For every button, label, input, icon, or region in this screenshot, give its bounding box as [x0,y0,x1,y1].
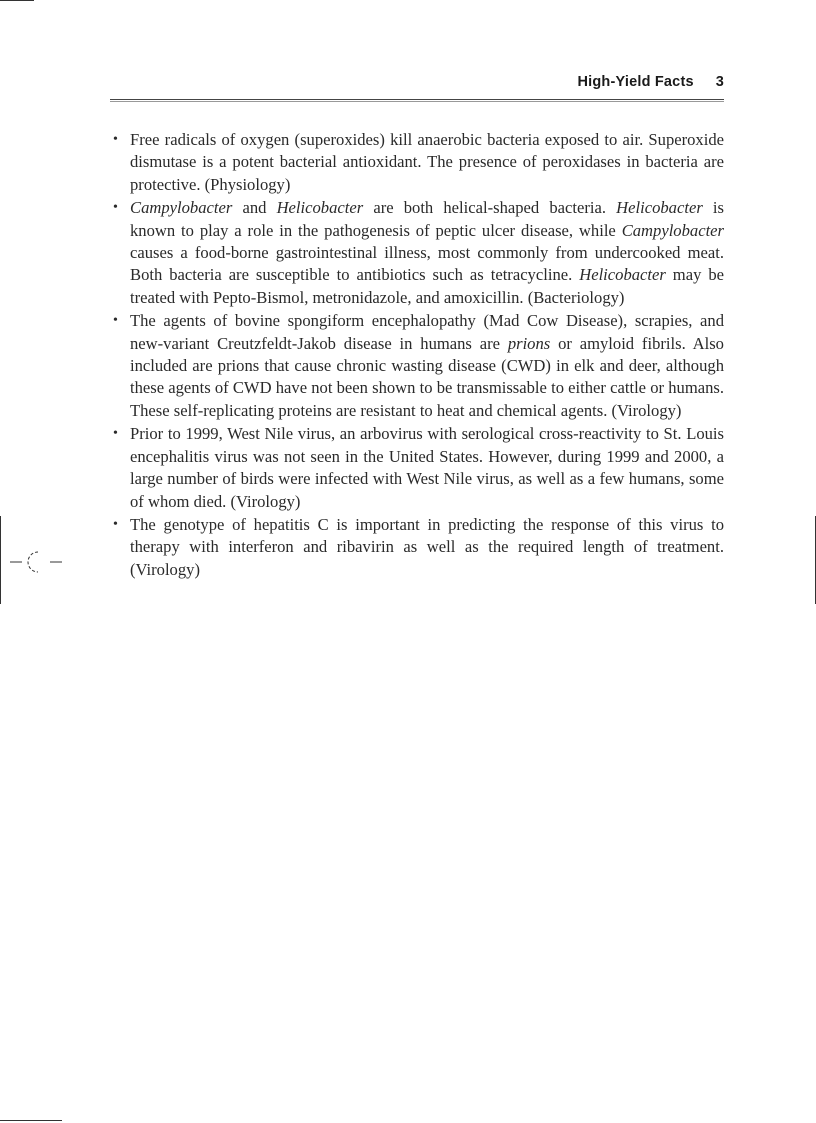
bullet-icon: • [113,200,118,216]
page-number: 3 [715,74,724,90]
text-run: are both helical-shaped bacteria. [363,198,617,218]
section-title: High-Yield Facts [577,74,694,90]
list-item [110,129,724,196]
facts-list [110,129,724,582]
fact-text [130,515,724,579]
running-header [110,74,724,98]
italic-term: Campylobacter [621,220,724,240]
italic-term: Helicobacter [616,198,703,218]
bullet-icon: • [113,516,118,532]
text-run: Prior to 1999, West Nile virus, an arbovirus with serological cross-reactivity to St. Louis encephalitis virus was not seen in the United States. However, during 1999 and 2000, a large number of birds were infected with West Nile virus, as well as a few humans, some of whom died. (Virology) [130,424,724,511]
text-run: is known to play a role in the pathogenesis of peptic ulcer disease, while [130,198,724,240]
fact-text [130,311,724,420]
italic-term: Helicobacter [579,265,666,285]
header-rule [110,99,724,102]
registration-mark-icon [10,548,66,576]
text-run: The agents of bovine spongiform encephalopathy (Mad Cow Disease), scrapies, and new-variant Creutzfeldt-Jakob disease in humans are [130,311,724,353]
bullet-icon: • [113,313,118,329]
list-item [110,423,724,513]
fact-text [130,424,724,510]
bullet-icon: • [113,426,118,442]
text-run: causes a food-borne gastrointestinal illness, most commonly from undercooked meat. Both bacteria are susceptible to antibiotics such as tetracycline. [130,243,724,285]
list-item [110,310,724,422]
fact-text [130,130,724,194]
text-run: Free radicals of oxygen (superoxides) kill anaerobic bacteria exposed to air. Superoxide dismutase is a potent bacterial antioxidant. The presence of peroxidases in bacteria are protective. (Physiology) [130,130,724,194]
fact-text [130,198,724,307]
italic-term: Campylobacter [130,198,233,218]
italic-term: Helicobacter [276,198,364,218]
italic-term: prions [507,333,551,353]
text-run: The genotype of hepatitis C is important in predicting the response of this virus to therapy with interferon and ribavirin as well as the required length of treatment. (Virology) [130,514,724,579]
list-item [110,197,724,309]
text-run: or amyloid fibrils. Also included are prions that cause chronic wasting disease (CWD) in elk and deer, although these agents of CWD have not been shown to be transmissable to either cattle or humans. These self-replicating proteins are resistant to heat and chemical agents. (Virology) [130,333,724,420]
text-run: may be treated with Pepto-Bismol, metronidazole, and amoxicillin. (Bacteriology) [130,265,724,307]
crop-mark-left-edge [0,516,1,604]
crop-mark-top-left [0,0,34,1]
list-item [110,514,724,581]
bullet-icon: • [113,132,118,147]
crop-mark-bottom-left [0,1120,62,1121]
text-run: and [232,198,277,218]
